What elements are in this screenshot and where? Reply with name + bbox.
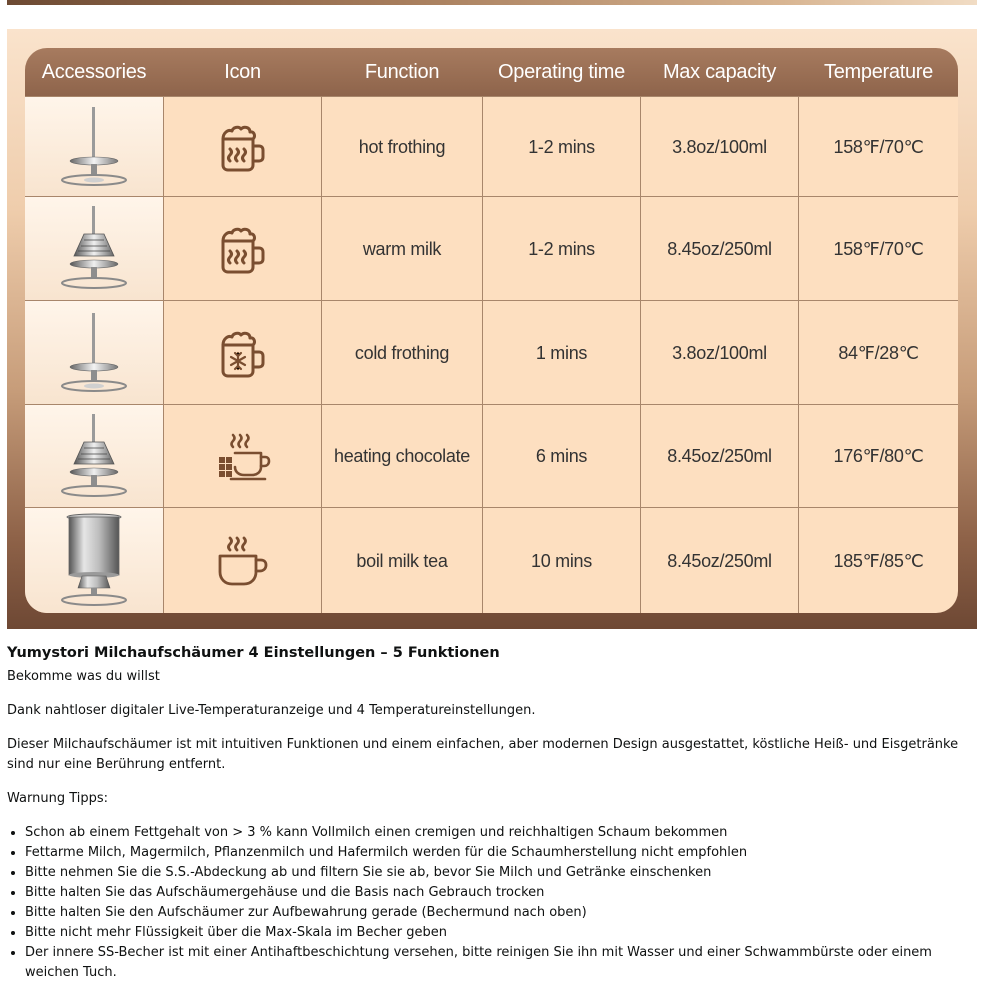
temperature-cell: 84℉/28℃ [838,342,919,363]
temperature-cell: 176℉/80℃ [833,446,924,466]
icon-cell [164,97,321,197]
icon-cell [164,197,321,301]
list-item: • Der innere SS-Becher ist mit einer Antihaftbeschichtung versehen, bitte reinigen Sie ihn mit Wasser und einer Schwammbürste oder einem weichen Tuch. [25,943,967,983]
list-item: • Bitte halten Sie das Aufschäumergehäuse und die Basis nach Gebrauch trocken [25,883,967,903]
tea-cup-icon [216,534,270,588]
temperature-cell: 158℉/70℃ [833,238,924,259]
top-image-strip [7,0,977,5]
column-divider [798,96,799,613]
whisk-flat-icon [54,309,134,397]
time-cell: 1-2 mins [528,136,595,157]
column-divider [163,96,164,613]
list-item: • Bitte nicht mehr Flüssigkeit über die Max-Skala im Becher geben [25,923,967,943]
capacity-cell: 8.45oz/250ml [667,550,772,571]
column-divider [321,96,322,613]
function-cell: warm milk [362,238,442,259]
tea-strainer-icon [54,512,134,610]
column-divider [640,96,641,613]
accessory-cell [25,97,163,197]
icon-cell [164,301,321,405]
function-cell: hot frothing [358,136,446,157]
product-banner-image [7,29,977,629]
table-row [25,507,958,613]
header-accessories: Accessories [41,61,147,83]
table-row [25,96,958,197]
tips-heading: Warnung Tipps: [7,791,109,806]
header-function: Function [364,61,440,83]
tips-list [7,823,967,983]
function-cell: cold frothing [354,342,450,363]
hot-froth-mug-icon [217,223,269,275]
icon-cell [164,508,321,613]
function-cell: heating chocolate [333,446,470,466]
header-icon: Icon [224,61,261,83]
time-cell: 1-2 mins [528,238,595,259]
product-description [7,643,967,983]
column-divider [482,96,483,613]
description-intro: Bekomme was du willst [7,669,160,684]
table-header [25,48,958,96]
table-row [25,300,958,405]
list-item: • Fettarme Milch, Magermilch, Pflanzenmilch und Hafermilch werden für die Schaumherstellung nicht empfohlen [25,843,967,863]
time-cell: 6 mins [535,446,588,466]
capacity-cell: 8.45oz/250ml [667,446,772,466]
header-operating-time: Operating time [498,61,625,83]
list-item: • Schon ab einem Fettgehalt von > 3 % kann Vollmilch einen cremigen und reichhaltigen Schaum bekommen [25,823,967,843]
function-cell: boil milk tea [356,550,448,571]
header-temperature: Temperature [824,61,933,83]
header-max-capacity: Max capacity [662,61,777,83]
list-item: • Bitte nehmen Sie die S.S.-Abdeckung ab und filtern Sie sie ab, bevor Sie Milch und Getränke einschenken [25,863,967,883]
icon-cell [164,405,321,508]
list-item: • Bitte halten Sie den Aufschäumer zur Aufbewahrung gerade (Bechermund nach oben) [25,903,967,923]
time-cell: 10 mins [531,550,592,571]
whisk-flat-icon [54,103,134,191]
temperature-cell: 158℉/70℃ [833,136,924,157]
capacity-cell: 3.8oz/100ml [672,342,767,363]
whisk-cone-icon [54,204,134,294]
capacity-cell: 8.45oz/250ml [667,238,772,259]
table-row [25,404,958,508]
hot-froth-mug-icon [217,121,269,173]
description-title: Yumystori Milchaufschäumer 4 Einstellungen – 5 Funktionen [7,645,500,661]
capacity-cell: 3.8oz/100ml [672,136,767,157]
table-row [25,196,958,301]
accessory-cell [25,197,163,301]
cold-froth-mug-icon [217,327,269,379]
chocolate-cup-icon [215,431,271,483]
description-paragraph: Dank nahtloser digitaler Live-Temperaturanzeige und 4 Temperatureinstellungen. [7,703,536,718]
accessory-cell [25,301,163,405]
accessory-cell [25,508,163,613]
function-table [25,48,958,613]
accessory-cell [25,405,163,508]
temperature-cell: 185℉/85℃ [833,550,924,571]
time-cell: 1 mins [535,342,588,363]
whisk-cone-icon [54,412,134,502]
description-paragraph: Dieser Milchaufschäumer ist mit intuitiven Funktionen und einem einfachen, aber modernen Design ausgestattet, köstliche Heiß- und Eisgetränke sind nur eine Berührung entfernt. [7,737,959,772]
